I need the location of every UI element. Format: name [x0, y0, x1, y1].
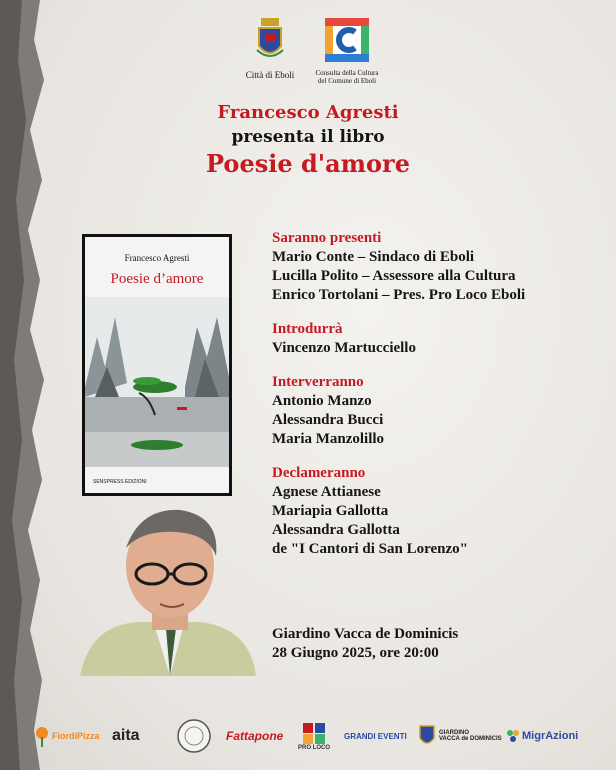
list-item: Maria Manzolillo	[272, 431, 385, 447]
sponsor-giardino-logo	[418, 712, 502, 760]
list-item: Enrico Tortolani – Pres. Pro Loco Eboli	[272, 287, 526, 303]
sponsor-grandi-eventi: GRANDI EVENTI	[344, 731, 407, 741]
sponsor-proloco-logo	[298, 712, 330, 760]
event-datetime: 28 Giugno 2025, ore 20:00	[272, 645, 439, 661]
sponsor-strip	[30, 712, 590, 760]
logo-right-caption-1: Consulta della Cultura	[315, 69, 379, 77]
cover-title: Poesie d’amore	[110, 271, 204, 287]
book-cover	[82, 234, 232, 496]
list-item: de "I Cantori di San Lorenzo"	[272, 541, 468, 557]
giardino-crest-icon	[418, 724, 436, 748]
proloco-icon	[301, 721, 327, 745]
migrazioni-icon	[506, 729, 520, 743]
author-portrait	[80, 504, 256, 676]
section-introdurra	[272, 320, 602, 358]
citta-di-eboli-logo	[242, 16, 298, 80]
consulta-cultura-logo	[312, 18, 382, 85]
flower-icon	[34, 725, 50, 747]
section-heading: Saranno presenti	[272, 230, 382, 246]
section-heading: Interverranno	[272, 374, 364, 390]
logo-right-caption-2: del Comune di Eboli	[317, 77, 377, 85]
list-item: Lucilla Polito – Assessore alla Cultura	[272, 268, 516, 284]
logo-left-caption: Città di Eboli	[245, 70, 295, 80]
circular-seal-icon	[176, 718, 212, 754]
sponsor-aita-logo	[112, 712, 140, 760]
book-title: Poesie d'amore	[206, 149, 410, 178]
cover-publisher: SENSPRESS EDIZIONI	[93, 479, 147, 485]
sponsor-fiordipizza: FiordiPizza	[52, 731, 100, 741]
sponsor-fattapone-logo	[226, 712, 283, 760]
sponsor-grandi-eventi-logo	[344, 712, 407, 760]
consulta-c-icon	[325, 18, 369, 62]
program-list	[272, 229, 602, 574]
sponsor-fiordipizza-logo	[34, 712, 100, 760]
presents-text: presenta il libro	[231, 127, 385, 147]
sponsor-fattapone: Fattapone	[226, 729, 284, 743]
list-item: Alessandra Bucci	[272, 412, 384, 428]
section-presenti	[272, 229, 602, 305]
section-heading: Introdurrà	[272, 321, 343, 337]
section-heading: Declameranno	[272, 465, 366, 481]
sponsor-proloco: PRO LOCO	[298, 745, 331, 751]
title-block	[0, 102, 616, 178]
sponsor-seal-logo	[176, 712, 212, 760]
venue-info	[272, 625, 458, 663]
sponsor-giardino-line2: VACCA de DOMINICIS	[439, 736, 502, 742]
cover-landscape-painting	[85, 297, 229, 467]
list-item: Antonio Manzo	[272, 393, 372, 409]
list-item: Alessandra Gallotta	[272, 522, 400, 538]
section-declameranno	[272, 464, 602, 559]
eboli-crest-icon	[255, 16, 285, 64]
sponsor-giardino-line1: GIARDINO	[439, 730, 469, 736]
list-item: Mario Conte – Sindaco di Eboli	[272, 249, 475, 265]
venue-place: Giardino Vacca de Dominicis	[272, 626, 459, 642]
author-name: Francesco Agresti	[217, 102, 399, 123]
list-item: Agnese Attianese	[272, 484, 381, 500]
sponsor-migrazioni-logo	[506, 712, 578, 760]
list-item: Mariapia Gallotta	[272, 503, 389, 519]
cover-author: Francesco Agresti	[124, 253, 190, 263]
sponsor-migrazioni: MigrAzioni	[522, 730, 579, 742]
sponsor-aita: aita	[112, 727, 140, 744]
list-item: Vincenzo Martucciello	[272, 340, 416, 356]
section-interverranno	[272, 373, 602, 449]
